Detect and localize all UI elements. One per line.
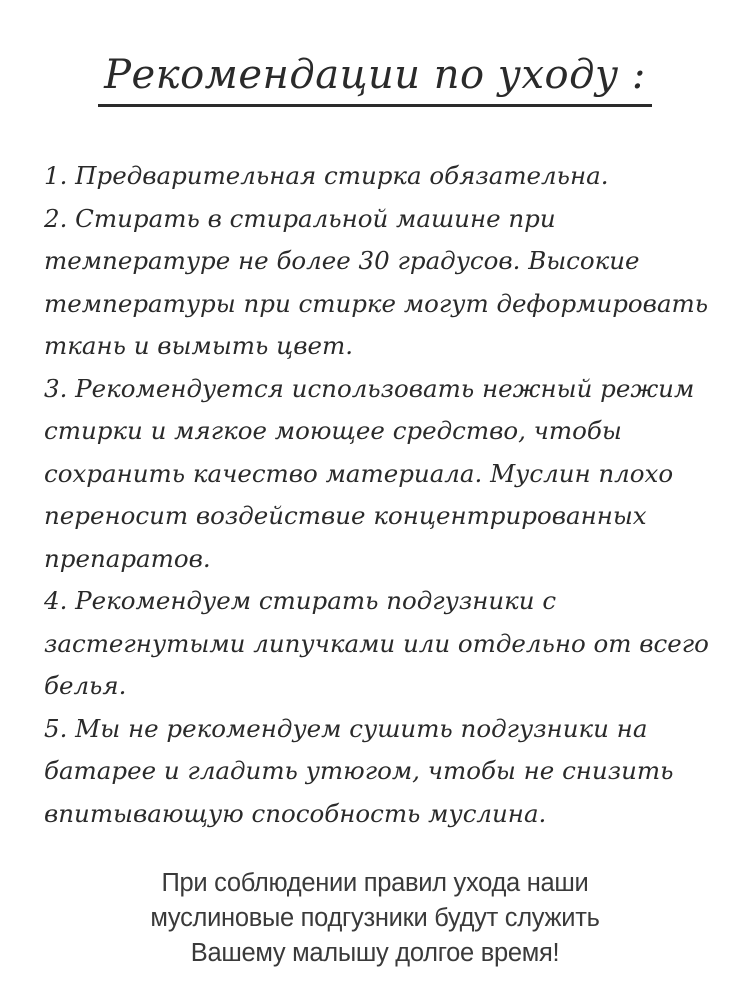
instruction-line: 1. Предварительная стирка обязательна. [44, 161, 609, 190]
instruction-line: температуре не более 30 градусов. Высокие [44, 246, 640, 275]
instruction-line: переносит воздействие концентрированных [44, 501, 647, 530]
instruction-line: стирки и мягкое моющее средство, чтобы [44, 416, 622, 445]
instruction-line: ткань и вымыть цвет. [44, 331, 354, 360]
instruction-line: препаратов. [44, 543, 211, 573]
instruction-line: впитывающую способность муслина. [44, 798, 547, 828]
closing-note [0, 866, 750, 971]
instruction-line: белья. [44, 671, 127, 700]
instruction-line: сохранить качество материала. Муслин плохо [44, 458, 674, 488]
instruction-line: застегнутыми липучками или отдельно от всего [44, 628, 709, 658]
instruction-line: 4. Рекомендуем стирать подгузники с [44, 586, 557, 615]
instruction-line: 5. Мы не рекомендуем сушить подгузники на [44, 713, 648, 743]
instruction-line: батарее и гладить утюгом, чтобы не снизить [44, 756, 674, 785]
care-instructions [44, 155, 714, 835]
closing-line: муслиновые подгузники будут служить [150, 904, 600, 932]
title-container [0, 52, 750, 107]
closing-line: Вашему малышу долгое время! [190, 939, 560, 967]
instruction-line: 3. Рекомендуется использовать нежный режим [44, 373, 695, 403]
instruction-line: 2. Стирать в стиральной машине при [44, 203, 556, 233]
instruction-line: температуры при стирке могут деформировать [44, 288, 709, 318]
closing-line: При соблюдении правил ухода наши [161, 869, 589, 897]
page-title: Рекомендации по уходу : [98, 52, 652, 107]
